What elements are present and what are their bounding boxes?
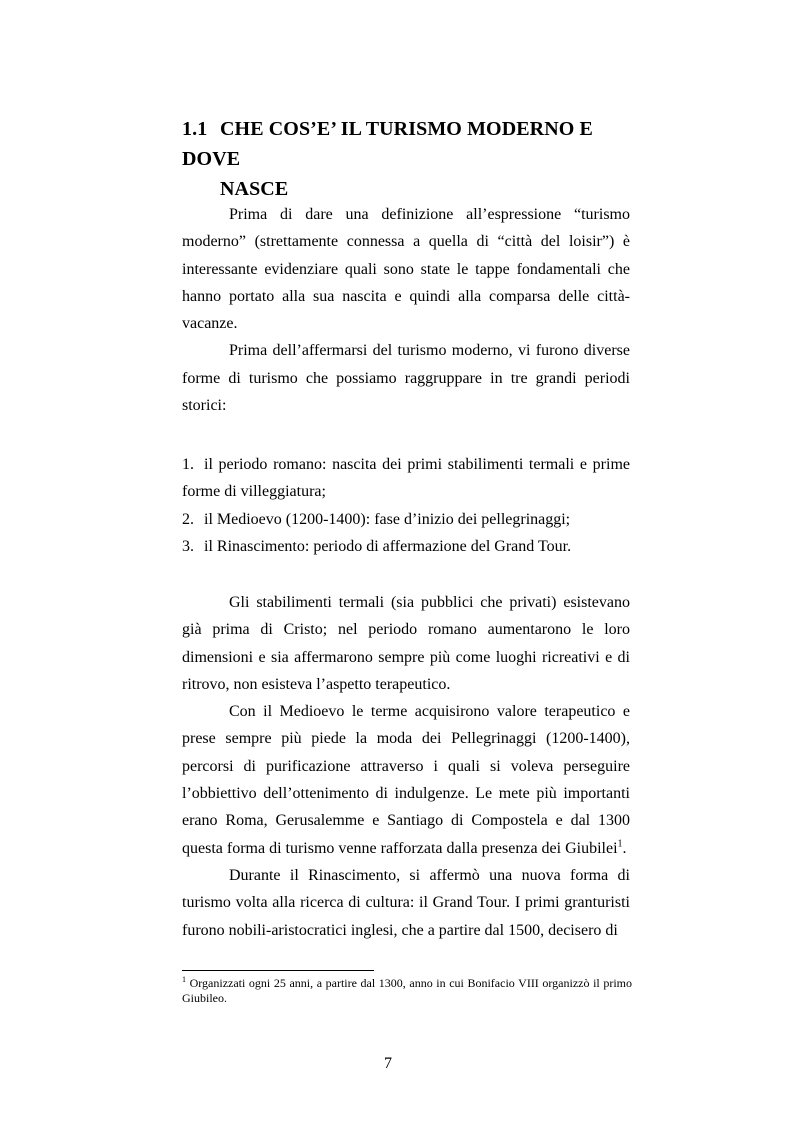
historical-periods-list	[182, 451, 630, 560]
section-title-line2: NASCE	[220, 178, 289, 200]
list-item	[182, 533, 630, 560]
footnote-divider	[182, 970, 374, 971]
section-heading	[182, 114, 642, 204]
main-text-block	[182, 589, 630, 944]
list-item-text: il Rinascimento: periodo di affermazione del Grand Tour.	[204, 537, 572, 555]
paragraph-medioevo	[182, 698, 630, 862]
list-item	[182, 506, 630, 533]
footnote-marker: 1	[182, 975, 186, 984]
footnote-text: Organizzati ogni 25 anni, a partire dal 1300, anno in cui Bonifacio VIII organizzò il primo Giubileo.	[182, 976, 633, 1005]
section-heading-line1	[182, 114, 642, 174]
section-number: 1.1	[182, 118, 208, 140]
list-item-text: il Medioevo (1200-1400): fase d’inizio dei pellegrinaggi;	[204, 510, 571, 528]
paragraph-medioevo-text: Con il Medioevo le terme acquisirono valore terapeutico e prese sempre più piede la moda dei Pellegrinaggi (1200-1400), percorsi di purificazione attraverso i quali si voleva perseguire l’obbiettivo dell’ottenimento di indulgenze. Le mete più importanti erano Roma, Gerusalemme e Santiago di Compostela e dal 1300 questa forma di turismo venne rafforzata dalla presenza dei Giubilei	[182, 703, 630, 857]
list-item-number: 3.	[182, 537, 194, 555]
list-item-text: il periodo romano: nascita dei primi stabilimenti termali e prime forme di villeggiatura;	[182, 456, 630, 501]
section-title-line1: CHE COS’E’ IL TURISMO MODERNO E DOVE	[182, 118, 593, 170]
list-item-number: 2.	[182, 510, 194, 528]
paragraph-rinascimento: Durante il Rinascimento, si affermò una nuova forma di turismo volta alla ricerca di cultura: il Grand Tour. I primi granturisti furono nobili-aristocratici inglesi, che a partire dal 1500, decisero di	[182, 866, 630, 939]
page-number: 7	[384, 1055, 392, 1072]
intro-paragraph-2: Prima dell’affermarsi del turismo moderno, vi furono diverse forme di turismo che possiamo raggruppare in tre grandi periodi storici:	[182, 342, 630, 415]
footnote-reference[interactable]: 1	[617, 838, 623, 850]
paragraph-thermal-baths: Gli stabilimenti termali (sia pubblici che privati) esistevano già prima di Cristo; nel periodo romano aumentarono le loro dimensioni e sia affermarono sempre più come luoghi ricreativi e di ritrovo, non esisteva l’aspetto terapeutico.	[182, 594, 630, 693]
paragraph-medioevo-end: .	[622, 839, 627, 857]
intro-text-block	[182, 201, 630, 419]
list-item	[182, 451, 630, 506]
list-item-number: 1.	[182, 456, 194, 473]
footnote	[182, 976, 632, 1006]
intro-paragraph-1: Prima di dare una definizione all’espressione “turismo moderno” (strettamente connessa a quella di “città del loisir”) è interessante evidenziare quali sono state le tappe fondamentali che hanno portato alla sua nascita e quindi alla comparsa delle città-vacanze.	[182, 206, 630, 333]
